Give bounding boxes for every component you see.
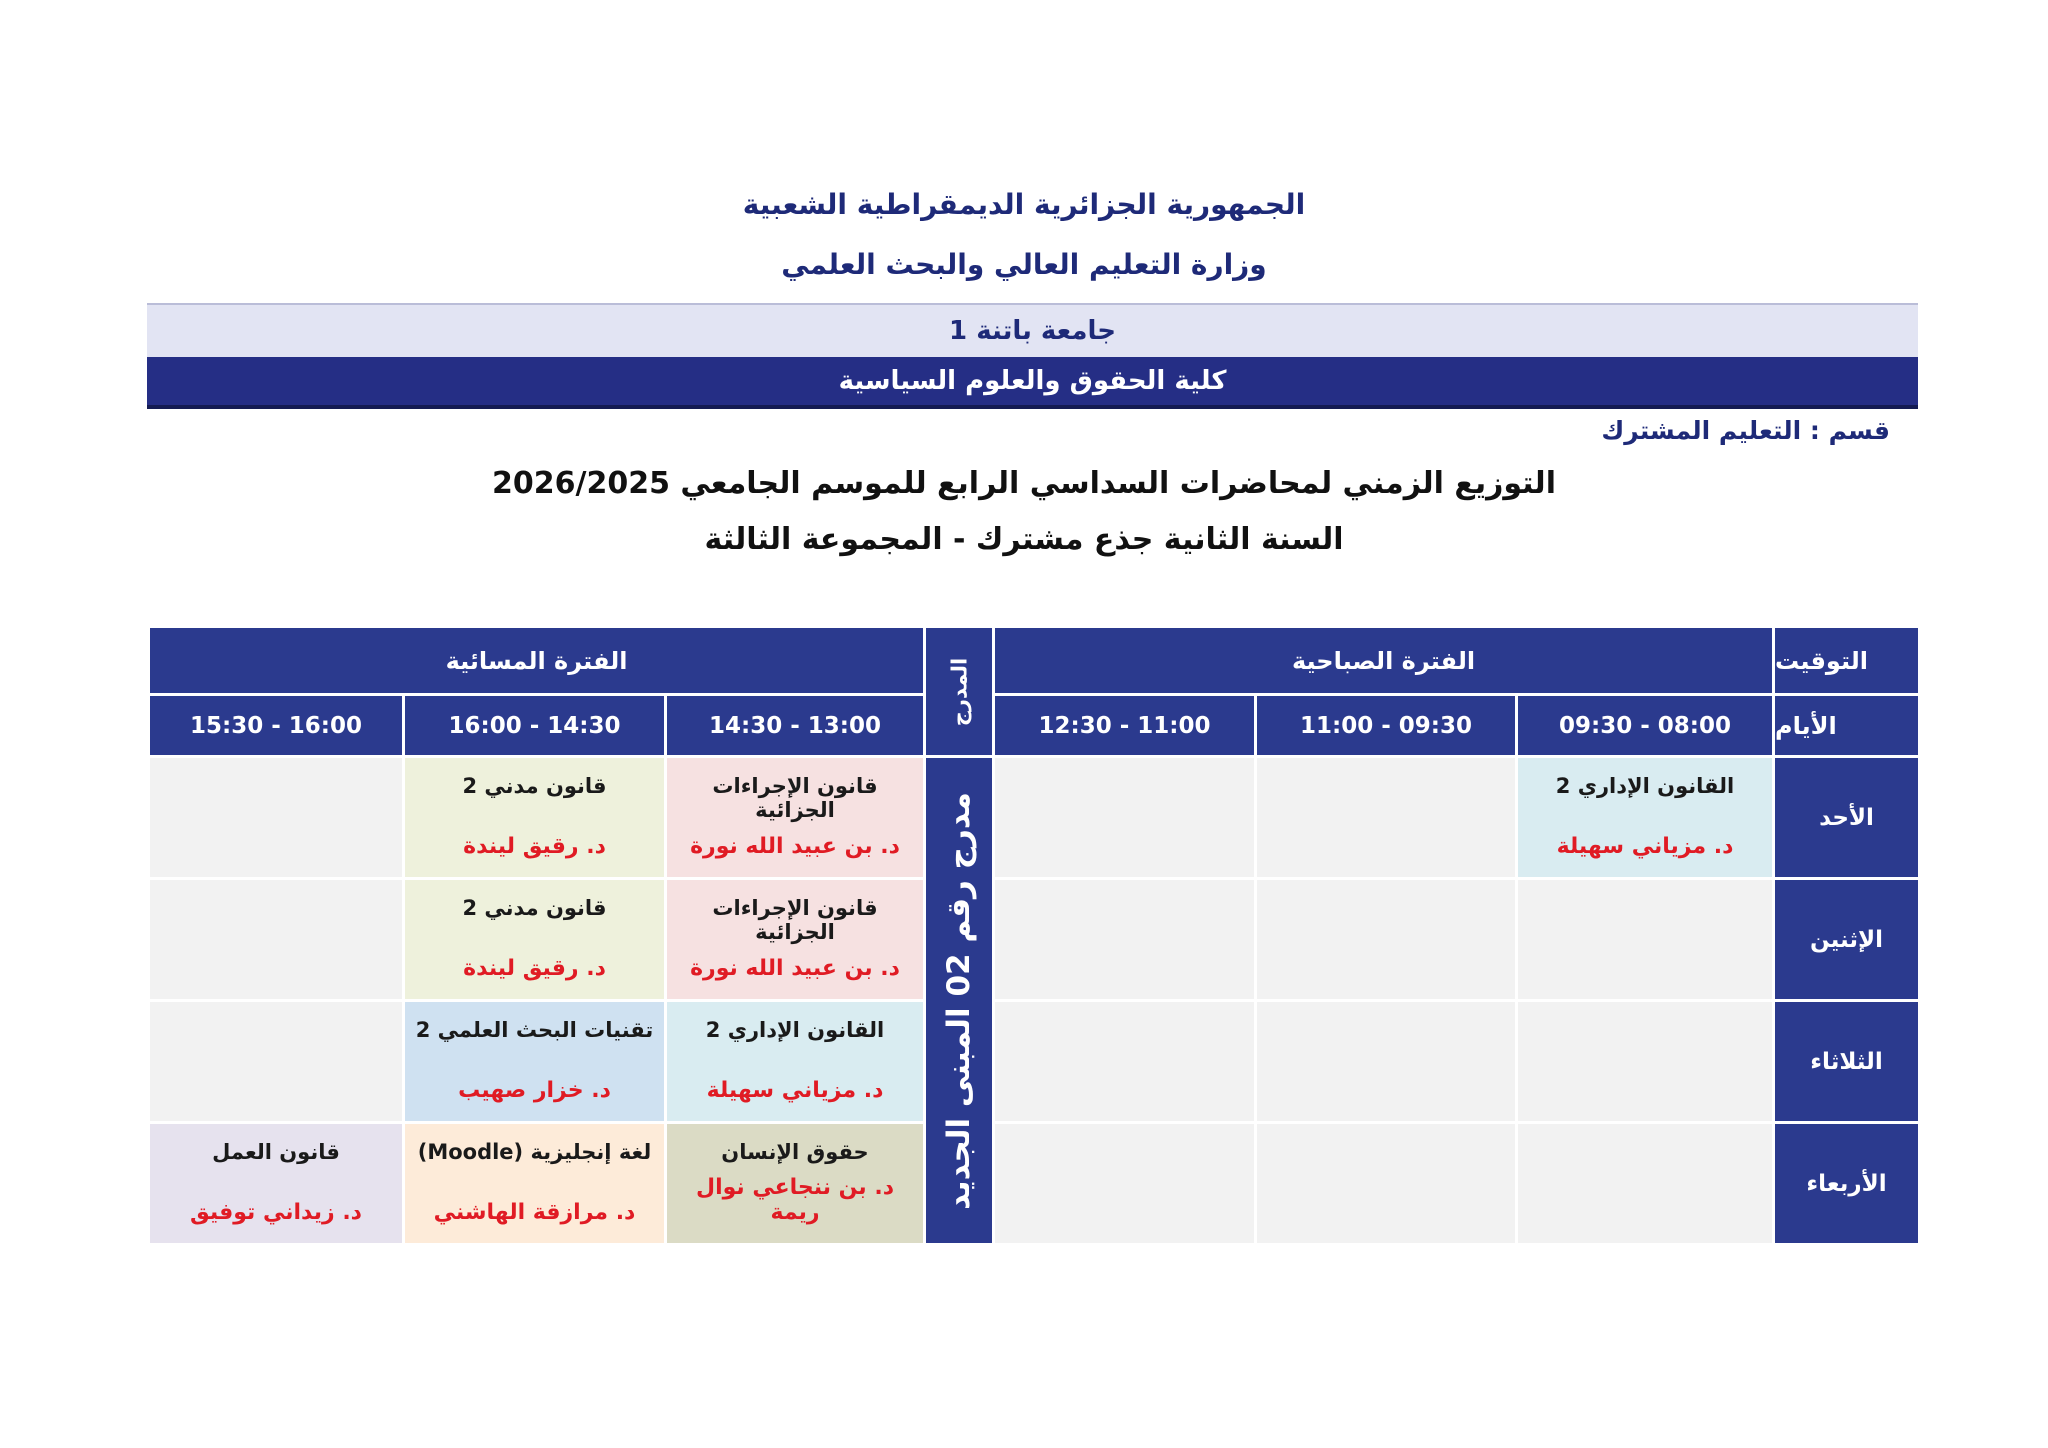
ministry-title: وزارة التعليم العالي والبحث العلمي — [781, 248, 1267, 281]
timetable — [150, 628, 1918, 1243]
course-cell — [667, 1002, 923, 1121]
empty-slot — [1518, 1124, 1772, 1243]
course-name: قانون مدني 2 — [462, 896, 607, 920]
course-name: قانون الإجراءات الجزائية — [712, 774, 878, 822]
teacher-name: د. خزار صهيب — [458, 1078, 611, 1103]
timeslot-evening-1: 14:30 - 13:00 — [667, 696, 923, 755]
course-name: قانون العمل — [212, 1140, 340, 1164]
teacher-name: د. رقيق ليندة — [463, 834, 606, 859]
empty-slot — [1257, 880, 1515, 999]
group-subtitle: السنة الثانية جذع مشترك - المجموعة الثالثة — [704, 522, 1344, 557]
empty-slot — [1518, 880, 1772, 999]
schedule-title: التوزيع الزمني لمحاضرات السداسي الرابع للموسم الجامعي 2026/2025 — [492, 466, 1556, 501]
course-name: لغة إنجليزية (Moodle) — [417, 1140, 652, 1164]
course-name: حقوق الإنسان — [721, 1140, 869, 1164]
day-label-tuesday: الثلاثاء — [1775, 1002, 1918, 1121]
department-label: قسم : التعليم المشترك — [1601, 416, 1890, 445]
teacher-name: د. رقيق ليندة — [463, 956, 606, 981]
timeslot-morning-2: 11:00 - 09:30 — [1257, 696, 1515, 755]
day-label-sunday: الأحد — [1775, 758, 1918, 877]
empty-slot — [995, 1124, 1254, 1243]
timing-header: التوقيت — [1775, 628, 1918, 693]
teacher-name: د. زيداني توفيق — [190, 1200, 362, 1225]
teacher-name: د. مزياني سهيلة — [1556, 834, 1734, 859]
amphitheater-column-header: المدرج — [926, 628, 992, 755]
empty-slot — [1257, 758, 1515, 877]
course-name: قانون مدني 2 — [462, 774, 607, 798]
empty-slot — [1257, 1124, 1515, 1243]
course-cell — [405, 758, 664, 877]
course-name: قانون الإجراءات الجزائية — [712, 896, 878, 944]
timeslot-morning-1: 09:30 - 08:00 — [1518, 696, 1772, 755]
teacher-name: د. مرازقة الهاشني — [433, 1200, 636, 1225]
empty-slot — [995, 758, 1254, 877]
empty-slot — [995, 1002, 1254, 1121]
course-cell — [667, 1124, 923, 1243]
days-header: الأيام — [1775, 696, 1918, 755]
teacher-name: د. بن ننجاعي نوال ريمة — [695, 1175, 894, 1225]
timeslot-morning-3: 12:30 - 11:00 — [995, 696, 1254, 755]
evening-period-header: الفترة المسائية — [150, 628, 923, 693]
course-cell — [405, 1124, 664, 1243]
teacher-name: د. بن عبيد الله نورة — [690, 834, 900, 859]
teacher-name: د. بن عبيد الله نورة — [690, 956, 900, 981]
course-name: القانون الإداري 2 — [1555, 774, 1735, 798]
amphitheater-name: مدرج رقم 02 المبنى الجديد — [926, 758, 992, 1243]
republic-title: الجمهورية الجزائرية الديمقراطية الشعبية — [742, 188, 1306, 221]
empty-slot — [150, 880, 402, 999]
timeslot-evening-2: 16:00 - 14:30 — [405, 696, 664, 755]
faculty-banner-label: كلية الحقوق والعلوم السياسية — [838, 366, 1227, 396]
course-cell — [667, 758, 923, 877]
course-cell — [405, 880, 664, 999]
empty-slot — [995, 880, 1254, 999]
course-cell — [1518, 758, 1772, 877]
course-cell — [150, 1124, 402, 1243]
empty-slot — [150, 758, 402, 877]
timeslot-evening-3: 15:30 - 16:00 — [150, 696, 402, 755]
morning-period-header: الفترة الصباحية — [995, 628, 1772, 693]
course-cell — [405, 1002, 664, 1121]
university-banner — [147, 303, 1918, 357]
course-cell — [667, 880, 923, 999]
empty-slot — [150, 1002, 402, 1121]
empty-slot — [1257, 1002, 1515, 1121]
university-banner-label: جامعة باتنة 1 — [949, 316, 1116, 346]
teacher-name: د. مزياني سهيلة — [706, 1078, 884, 1103]
course-name: تقنيات البحث العلمي 2 — [415, 1018, 654, 1042]
faculty-banner — [147, 357, 1918, 409]
course-name: القانون الإداري 2 — [705, 1018, 885, 1042]
day-label-monday: الإثنين — [1775, 880, 1918, 999]
empty-slot — [1518, 1002, 1772, 1121]
day-label-wednesday: الأربعاء — [1775, 1124, 1918, 1243]
